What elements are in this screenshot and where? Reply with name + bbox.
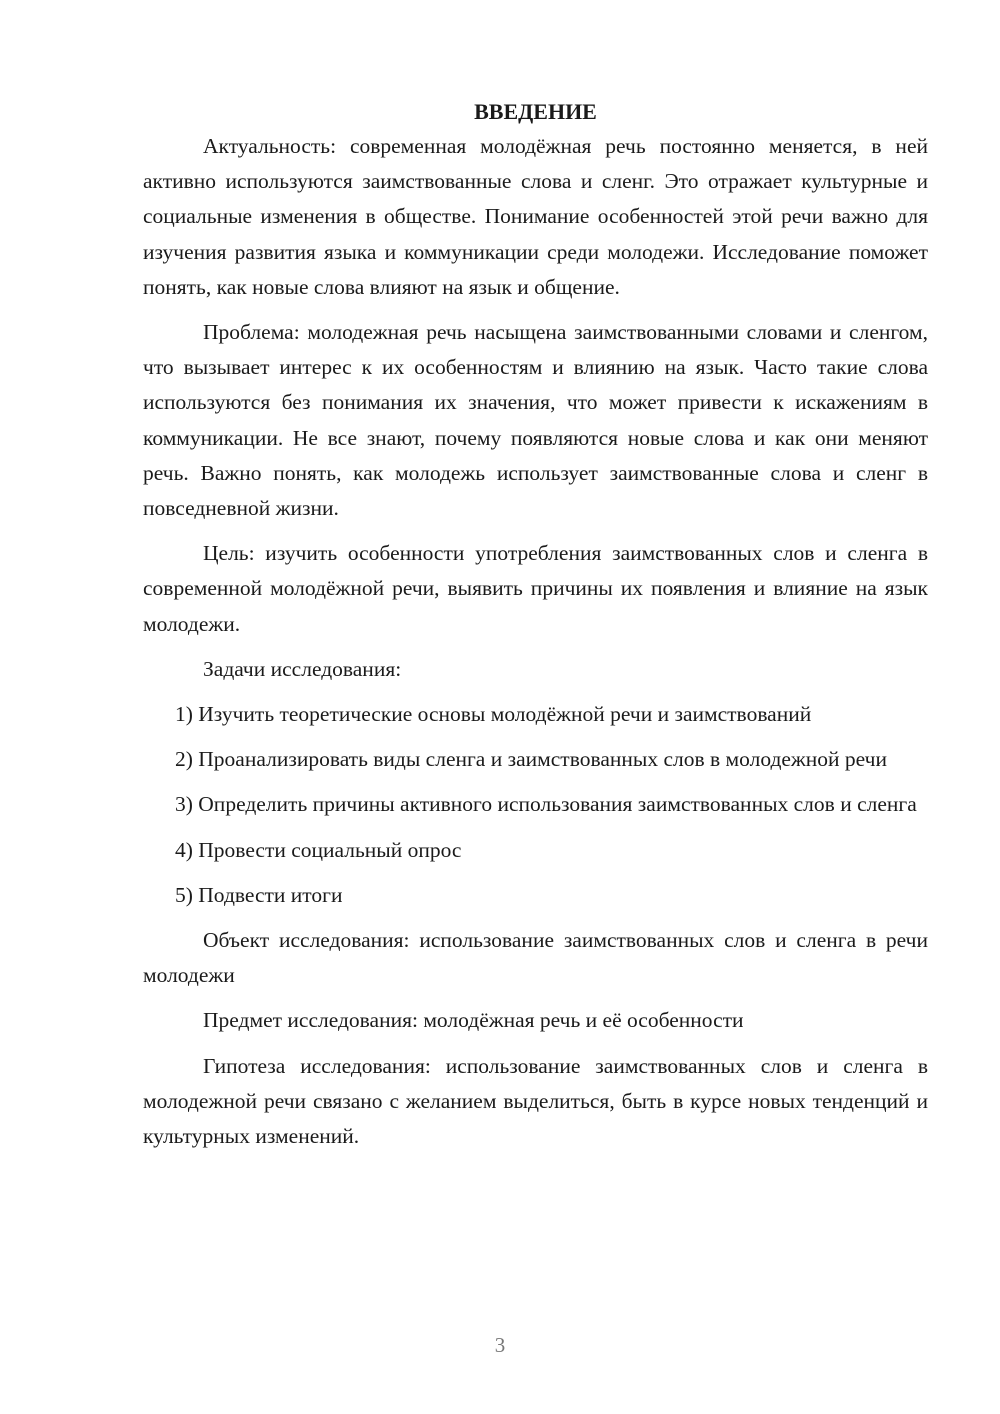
page-title: ВВЕДЕНИЕ (474, 99, 597, 124)
paragraph-goal: Цель: изучить особенности употребления заимствованных слов и сленга в современной молодёжной речи, выявить причины их появления и влияние на язык молодежи. (143, 541, 928, 636)
paragraph-relevance: Актуальность: современная молодёжная речь постоянно меняется, в ней активно используются заимствованные слова и сленг. Это отражает культурные и социальные изменения в обществе. Понимание особенностей этой речи важно для изучения развития языка и коммуникации среди молодежи. Исследование поможет понять, как новые слова влияют на язык и общение. (143, 134, 928, 299)
paragraph-hypothesis: Гипотеза исследования: использование заимствованных слов и сленга в молодежной речи связано с желанием выделиться, быть в курсе новых тенденций и культурных изменений. (143, 1053, 928, 1149)
page-number: 3 (494, 1333, 506, 1357)
task-item-1: 1) Изучить теоретические основы молодёжной речи и заимствований (175, 702, 812, 727)
task-item-5: 5) Подвести итоги (175, 882, 343, 907)
paragraph-tasks-heading: Задачи исследования: (203, 656, 402, 681)
paragraph-subject: Предмет исследования: молодёжная речь и её особенности (203, 1008, 744, 1033)
document-page (143, 94, 928, 1154)
paragraph-problem: Проблема: молодежная речь насыщена заимствованными словами и сленгом, что вызывает интерес к их особенностям и влиянию на язык. Часто такие слова используются без понимания их значения, что может привести к искажениям в коммуникации. Не все знают, почему появляются новые слова и как они меняют речь. Важно понять, как молодежь использует заимствованные слова и сленг в повседневной жизни. (143, 320, 928, 521)
task-item-4: 4) Провести социальный опрос (175, 837, 462, 862)
task-item-3: 3) Определить причины активного использования заимствованных слов и сленга (175, 792, 917, 817)
task-item-2: 2) Проанализировать виды сленга и заимствованных слов в молодежной речи (175, 747, 887, 772)
paragraph-object: Объект исследования: использование заимствованных слов и сленга в речи молодежи (143, 928, 928, 988)
